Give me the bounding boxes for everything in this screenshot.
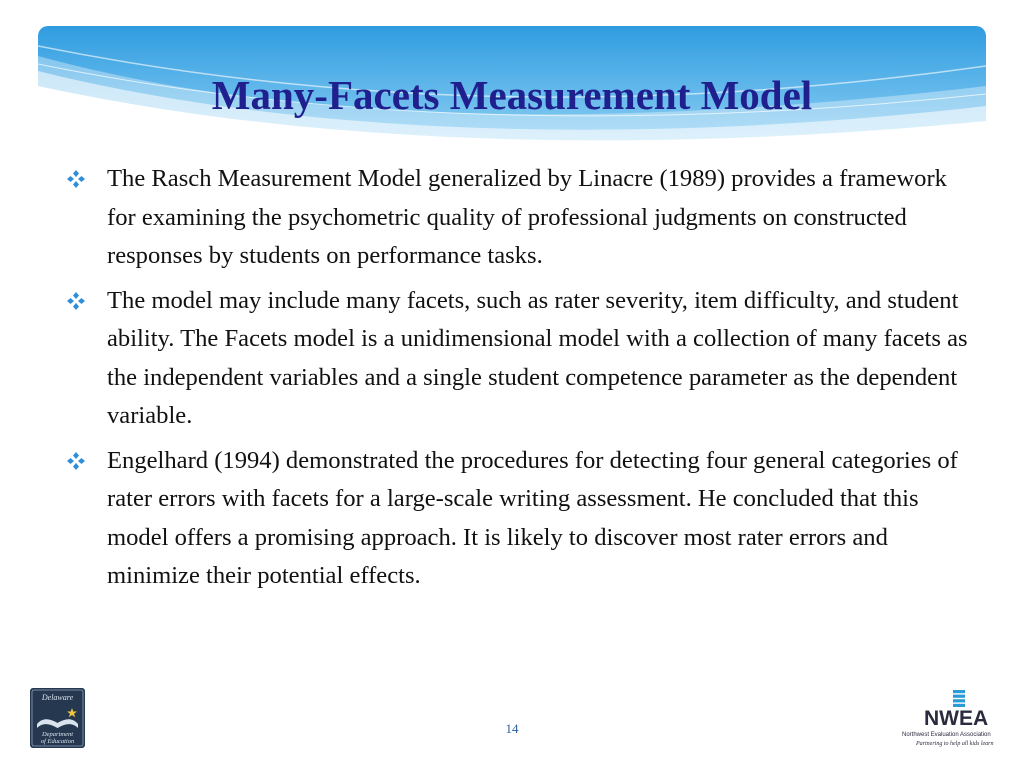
slide-title: Many-Facets Measurement Model xyxy=(211,72,813,118)
nwea-subtitle: Northwest Evaluation Association xyxy=(902,732,991,738)
four-diamond-bullet-icon xyxy=(66,169,86,189)
delaware-department-of-education-logo xyxy=(30,688,85,748)
bullet-list xyxy=(66,160,978,602)
bullet-item xyxy=(66,442,978,596)
nwea-tagline: Partnering to help all kids learn xyxy=(916,741,994,747)
logo-text-delaware: Delaware xyxy=(41,693,74,702)
nwea-logo xyxy=(898,690,998,754)
nwea-mark-icon xyxy=(953,690,965,708)
four-diamond-bullet-icon xyxy=(66,291,86,311)
bullet-text: The model may include many facets, such as rater severity, item difficulty, and student ability. The Facets model is a unidimensional model with a collection of many facets as the independent variables and a single student competence parameter as the dependent variable. xyxy=(107,286,968,429)
four-diamond-bullet-icon xyxy=(66,451,86,471)
logo-text-of-education: of Education xyxy=(40,738,75,745)
page-number: 14 xyxy=(505,721,519,736)
nwea-wordmark: NWEA xyxy=(924,707,989,730)
bullet-text: Engelhard (1994) demonstrated the procedures for detecting four general categories of rater errors with facets for a large-scale writing assessment. He concluded that this model offers a promising approach. It is likely to discover most rater errors and minimize their potential effects. xyxy=(107,446,958,589)
bullet-text: The Rasch Measurement Model generalized by Linacre (1989) provides a framework for examining the psychometric quality of professional judgments on constructed responses by students on performance tasks. xyxy=(107,165,947,269)
bullet-item xyxy=(66,282,978,436)
bullet-item xyxy=(66,160,978,276)
logo-text-department: Department xyxy=(41,731,74,738)
